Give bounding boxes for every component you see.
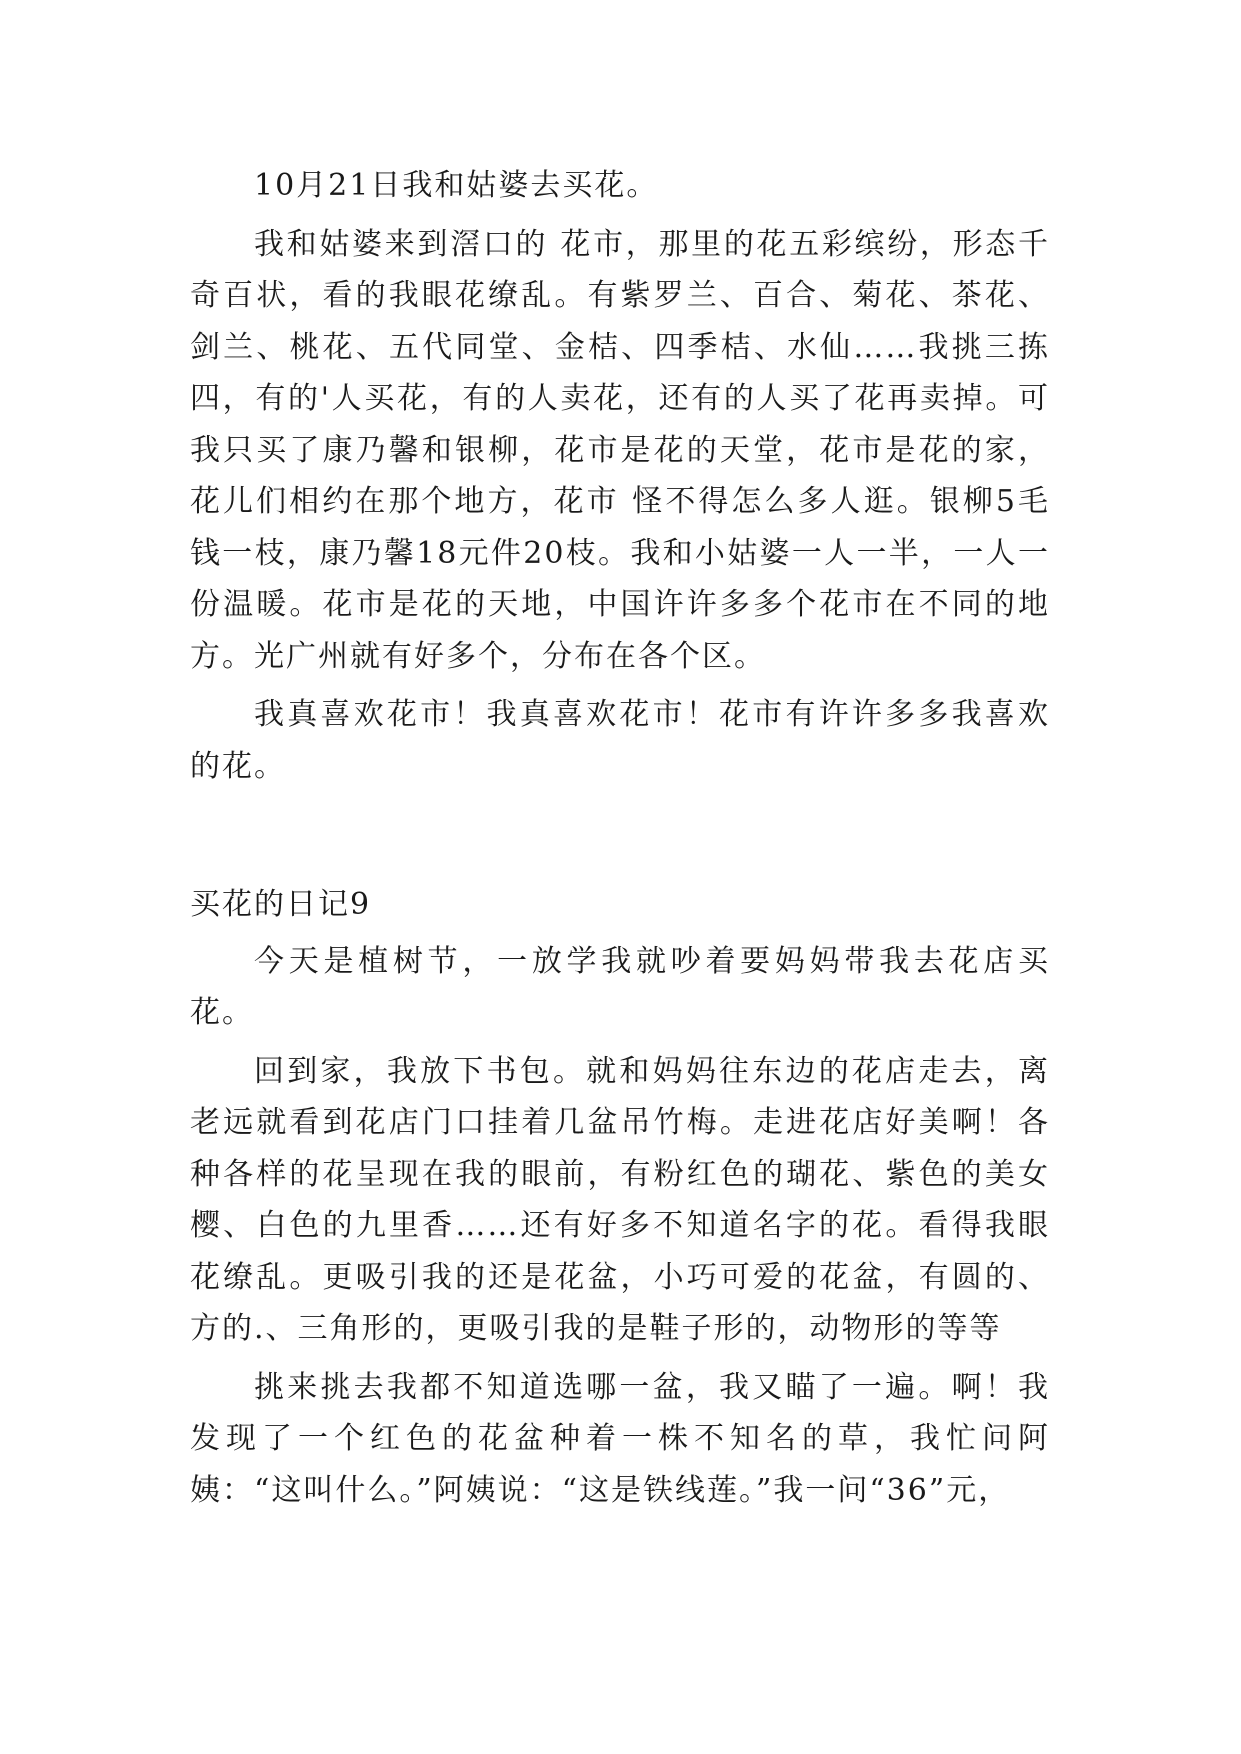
paragraph: 我和姑婆来到滘口的 花市，那里的花五彩缤纷，形态千奇百状，看的我眼花缭乱。有紫罗兰、百合、菊花、茶花、剑兰、桃花、五代同堂、金桔、四季桔、水仙……我挑三拣四，有的'人买花，有的人卖花，还有的人买了花再卖掉。可我只买了康乃馨和银柳，花市是花的天堂，花市是花的家，花儿们相约在那个地方，花市 怪不得怎么多人逛。银柳5毛钱一枝，康乃馨18元件20枝。我和小姑婆一人一半，一人一份温暖。花市是花的天地，中国许许多多个花市在不同的地方。光广州就有好多个，分布在各个区。 xyxy=(190,226,1050,674)
paragraph: 挑来挑去我都不知道选哪一盆，我又瞄了一遍。啊！我发现了一个红色的花盆种着一株不知名的草，我忙问阿姨：“这叫什么。”阿姨说：“这是铁线莲。”我一问“36”元， xyxy=(190,1369,1050,1508)
section-title: 买花的日记9 xyxy=(190,887,372,922)
paragraph: 回到家，我放下书包。就和妈妈往东边的花店走去，离老远就看到花店门口挂着几盆吊竹梅。走进花店好美啊！各种各样的花呈现在我的眼前，有粉红色的瑚花、紫色的美女樱、白色的九里香……还有好多不知道名字的花。看得我眼花缭乱。更吸引我的还是花盆，小巧可爱的花盆，有圆的、方的.、三角形的，更吸引我的是鞋子形的，动物形的等等 xyxy=(190,1053,1050,1346)
document-body xyxy=(190,160,1050,1523)
paragraph: 10月21日我和姑婆去买花。 xyxy=(254,168,659,203)
paragraph: 今天是植树节，一放学我就吵着要妈妈带我去花店买花。 xyxy=(190,943,1050,1030)
paragraph: 我真喜欢花市！我真喜欢花市！花市有许许多多我喜欢的花。 xyxy=(190,697,1050,784)
section-spacer xyxy=(190,799,1050,879)
